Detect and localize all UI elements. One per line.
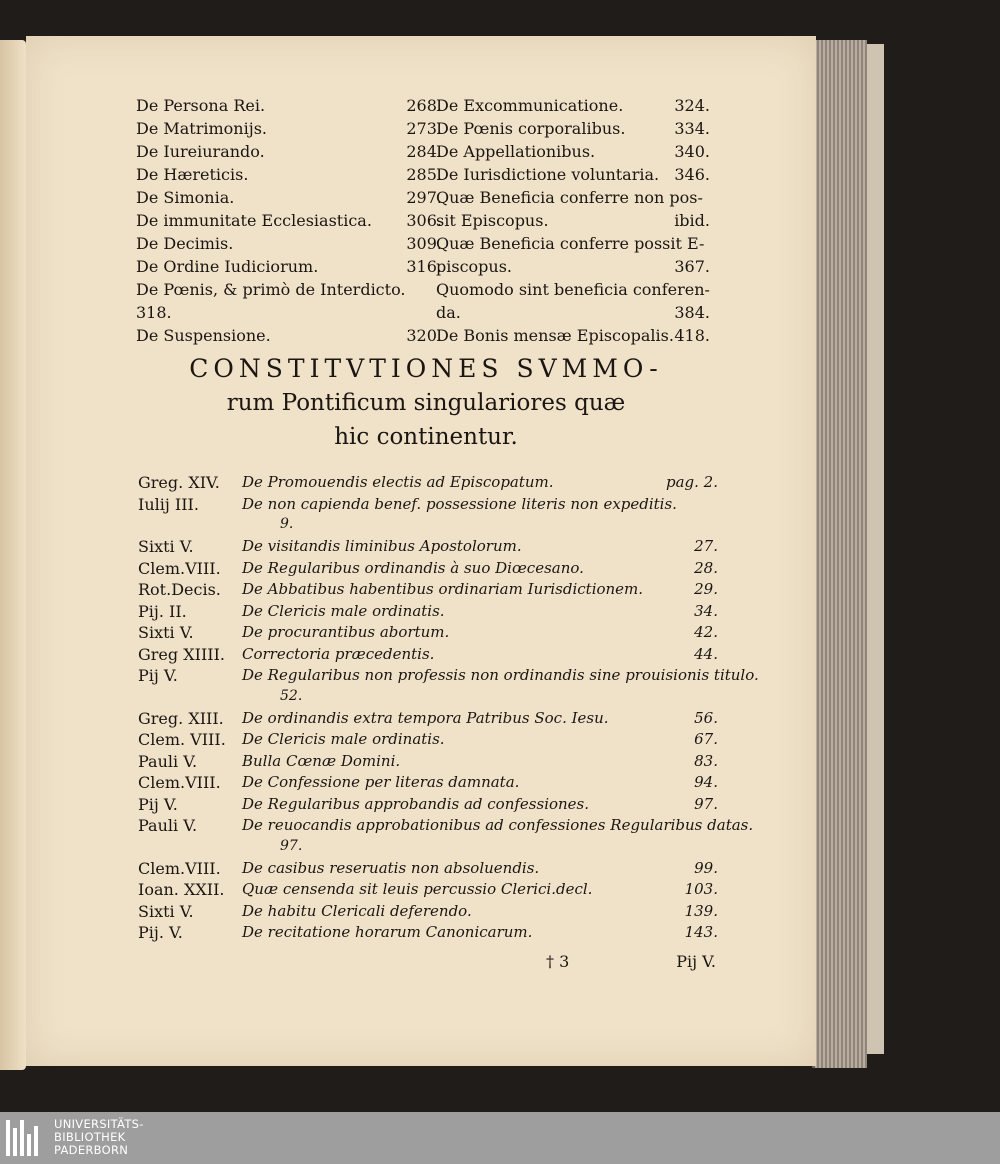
index-entry: [136, 163, 442, 186]
constitution-pope: Greg. XIV.: [138, 473, 220, 492]
constitution-entry: [138, 880, 718, 902]
constitution-pope: Clem. VIII.: [138, 730, 226, 749]
constitution-title: De recitatione horarum Canonicarum.: [242, 923, 533, 941]
index-entry-title: De Pœnis corporalibus.: [436, 119, 626, 138]
catchword: Pij V.: [676, 952, 716, 971]
constitution-page: 56.: [694, 708, 718, 727]
library-logo-icon: [6, 1120, 42, 1156]
index-entry-title: sit Episcopus.: [436, 211, 549, 230]
heading-line-2: rum Pontificum singulariores quæ: [226, 390, 626, 416]
constitution-entry: [138, 902, 718, 924]
library-name-line: BIBLIOTHEK: [54, 1130, 126, 1144]
constitution-pope: Clem.VIII.: [138, 773, 221, 792]
constitution-page: 83.: [694, 751, 718, 770]
constitution-page: 28.: [694, 558, 718, 577]
index-entry-page: 418.: [674, 326, 710, 345]
index-entry: [436, 117, 710, 140]
heading-line-3: hic continentur.: [334, 424, 518, 450]
index-entry: [436, 301, 710, 324]
index-entry-title: De Persona Rei.: [136, 96, 266, 115]
index-entry-page: 284.: [406, 142, 442, 161]
index-entry-title: Quæ Beneficia conferre possit E-: [436, 234, 705, 253]
constitution-continuation: [138, 838, 718, 859]
constitution-title: De procurantibus abortum.: [242, 623, 450, 641]
index-entry: [136, 94, 442, 117]
constitution-pope: Pij. II.: [138, 601, 187, 621]
constitution-page: 97.: [280, 837, 303, 854]
constitution-page: 139.: [684, 901, 718, 920]
constitution-title: Quæ censenda sit leuis percussio Clerici.decl.: [242, 880, 593, 898]
constitution-entry: [138, 666, 759, 688]
index-entry-title: De Suspensione.: [136, 326, 271, 345]
constitution-pope: Iulij III.: [138, 494, 199, 514]
constitution-page: 52.: [280, 687, 303, 704]
constitution-continuation: [138, 516, 718, 537]
constitution-title: De ordinandis extra tempora Patribus Soc. Iesu.: [242, 708, 609, 727]
constitution-title: De Abbatibus habentibus ordinariam Iurisdictionem.: [242, 580, 644, 598]
index-entry-page: 316.: [406, 257, 442, 276]
index-entry-page: 306.: [406, 211, 442, 230]
constitution-entry: [138, 602, 718, 624]
constitution-title: De casibus reseruatis non absoluendis.: [242, 858, 540, 877]
constitution-page: 94.: [694, 773, 718, 791]
book-page-edges: [812, 40, 867, 1068]
index-entry-page: 268.: [406, 96, 442, 115]
index-entry-page: 346.: [674, 165, 710, 184]
constitution-page: 27.: [694, 537, 718, 555]
constitution-title: De Clericis male ordinatis.: [242, 730, 445, 748]
constitution-title: De Clericis male ordinatis.: [242, 601, 445, 620]
library-footer-bar: [0, 1112, 1000, 1164]
constitution-entry: [138, 709, 718, 731]
constitution-entry: [138, 495, 718, 517]
heading-line-1: CONSTITVTIONES SVMMO-: [189, 354, 663, 383]
index-column-left: [136, 94, 442, 347]
constitution-entry: [138, 580, 718, 602]
book-page: [26, 36, 816, 1066]
constitution-title: De habitu Clericali deferendo.: [242, 901, 472, 920]
index-entry: [136, 140, 442, 163]
constitution-pope: Rot.Decis.: [138, 580, 221, 599]
index-entry: [136, 209, 442, 232]
index-entry: [436, 94, 710, 117]
constitution-page: 34.: [694, 601, 718, 620]
index-entry-page: 324.: [674, 96, 710, 115]
index-entry-page: 334.: [674, 119, 710, 138]
constitutions-list: [138, 473, 759, 945]
constitution-page: 103.: [684, 880, 718, 898]
constitution-page: 42.: [694, 623, 718, 641]
constitution-page: 29.: [694, 580, 718, 598]
constitution-entry: [138, 473, 718, 495]
constitution-title: De visitandis liminibus Apostolorum.: [242, 537, 522, 555]
constitution-pope: Pauli V.: [138, 816, 198, 835]
index-entry-page: 367.: [674, 257, 710, 276]
constitution-pope: Greg. XIII.: [138, 708, 224, 728]
constitution-title: De Regularibus ordinandis à suo Diœcesano.: [242, 558, 584, 577]
constitution-pope: Sixti V.: [138, 537, 194, 556]
index-entry-title: De Appellationibus.: [436, 142, 596, 161]
page-footer: [546, 952, 716, 976]
constitution-pope: Clem.VIII.: [138, 558, 221, 578]
constitution-entry: [138, 645, 718, 667]
constitution-pope: Pij V.: [138, 794, 178, 814]
constitution-pope: Greg XIIII.: [138, 644, 225, 664]
index-entry: [436, 163, 710, 186]
constitution-entry: [138, 730, 718, 752]
constitution-pope: Pij V.: [138, 666, 178, 685]
constitution-entry: [138, 559, 718, 581]
constitution-title: De Regularibus non professis non ordinandis sine prouisionis titulo.: [242, 666, 759, 684]
index-entry-title: piscopus.: [436, 257, 513, 276]
signature-mark: † 3: [546, 952, 570, 971]
constitution-pope: Pij. V.: [138, 923, 183, 942]
constitution-title: De Promouendis electis ad Episcopatum.: [242, 473, 554, 491]
constitution-title: De non capienda benef. possessione literis non expeditis.: [242, 494, 677, 513]
constitution-title: Bulla Cœnæ Domini.: [242, 751, 401, 770]
index-entry: [136, 232, 442, 255]
constitution-page: 44.: [694, 644, 718, 663]
index-entry: [136, 255, 442, 278]
constitution-pope: Ioan. XXII.: [138, 880, 225, 899]
constitution-title: De reuocandis approbationibus ad confessiones Regularibus datas.: [242, 816, 754, 834]
index-entry-page: 320.: [406, 326, 442, 345]
index-entry-title: De Hæreticis.: [136, 165, 249, 184]
index-entry-title: De Matrimonijs.: [136, 119, 267, 138]
constitution-page: 143.: [684, 923, 718, 941]
index-entry-page: 273.: [406, 119, 442, 138]
index-entry-title: De Pœnis, & primò de Interdicto.: [136, 280, 406, 299]
index-entry: [136, 117, 442, 140]
constitution-page: 67.: [694, 730, 718, 748]
index-entry-title: De Ordine Iudiciorum.: [136, 257, 319, 276]
constitution-title: De Confessione per literas damnata.: [242, 773, 520, 791]
index-entry-title: da.: [436, 303, 461, 322]
index-entry-title: De Bonis mensæ Episcopalis.: [436, 326, 674, 345]
index-entry-page: ibid.: [674, 211, 710, 230]
index-entry: [436, 232, 710, 255]
index-entry: [136, 301, 442, 324]
constitution-entry: [138, 816, 754, 838]
constitution-entry: [138, 795, 718, 817]
index-entry-title: De immunitate Ecclesiastica.: [136, 211, 372, 230]
constitution-page: 99.: [694, 858, 718, 877]
library-name-line: PADERBORN: [54, 1143, 129, 1157]
index-entry-title: Quæ Beneficia conferre non pos-: [436, 188, 703, 207]
index-entry: [436, 186, 710, 209]
constitution-entry: [138, 623, 718, 645]
index-entry: [136, 186, 442, 209]
constitution-pope: Sixti V.: [138, 623, 194, 642]
index-column-right: [436, 94, 710, 347]
library-name: [54, 1118, 144, 1157]
constitution-entry: [138, 859, 718, 881]
section-heading: [136, 352, 716, 454]
constitution-continuation: [138, 688, 718, 709]
index-entry-page: 297.: [406, 188, 442, 207]
index-entry: [436, 278, 710, 301]
index-entry-title: De Simonia.: [136, 188, 235, 207]
constitution-pope: Clem.VIII.: [138, 858, 221, 878]
constitution-pope: Sixti V.: [138, 901, 194, 921]
index-entry-title: De Decimis.: [136, 234, 234, 253]
index-entry-page: 309.: [406, 234, 442, 253]
library-name-line: UNIVERSITÄTS-: [54, 1117, 144, 1131]
constitution-entry: [138, 773, 718, 795]
index-entry: [136, 324, 442, 347]
index-entry: [436, 255, 710, 278]
constitution-entry: [138, 537, 718, 559]
index-entry-title: De Iureiurando.: [136, 142, 265, 161]
constitution-entry: [138, 752, 718, 774]
index-entry-title: De Iurisdictione voluntaria.: [436, 165, 660, 184]
constitution-page: 97.: [694, 794, 718, 813]
index-entry: [436, 324, 710, 347]
index-entry-title: 318.: [136, 303, 172, 322]
constitution-pope: Pauli V.: [138, 751, 198, 771]
index-entry: [436, 140, 710, 163]
constitution-page: 9.: [280, 516, 294, 532]
facing-page-edge: [0, 40, 26, 1070]
index-entry-title: Quomodo sint beneficia conferen-: [436, 280, 710, 299]
index-entry-title: De Excommunicatione.: [436, 96, 624, 115]
index-entry: [136, 278, 442, 301]
constitution-title: Correctoria præcedentis.: [242, 644, 435, 663]
index-entry-page: 340.: [674, 142, 710, 161]
index-entry-page: 384.: [674, 303, 710, 322]
index-entry-page: 285.: [406, 165, 442, 184]
constitution-title: De Regularibus approbandis ad confessiones.: [242, 794, 590, 813]
index-entry: [436, 209, 710, 232]
constitution-page: pag. 2.: [666, 473, 718, 491]
constitution-entry: [138, 923, 718, 945]
